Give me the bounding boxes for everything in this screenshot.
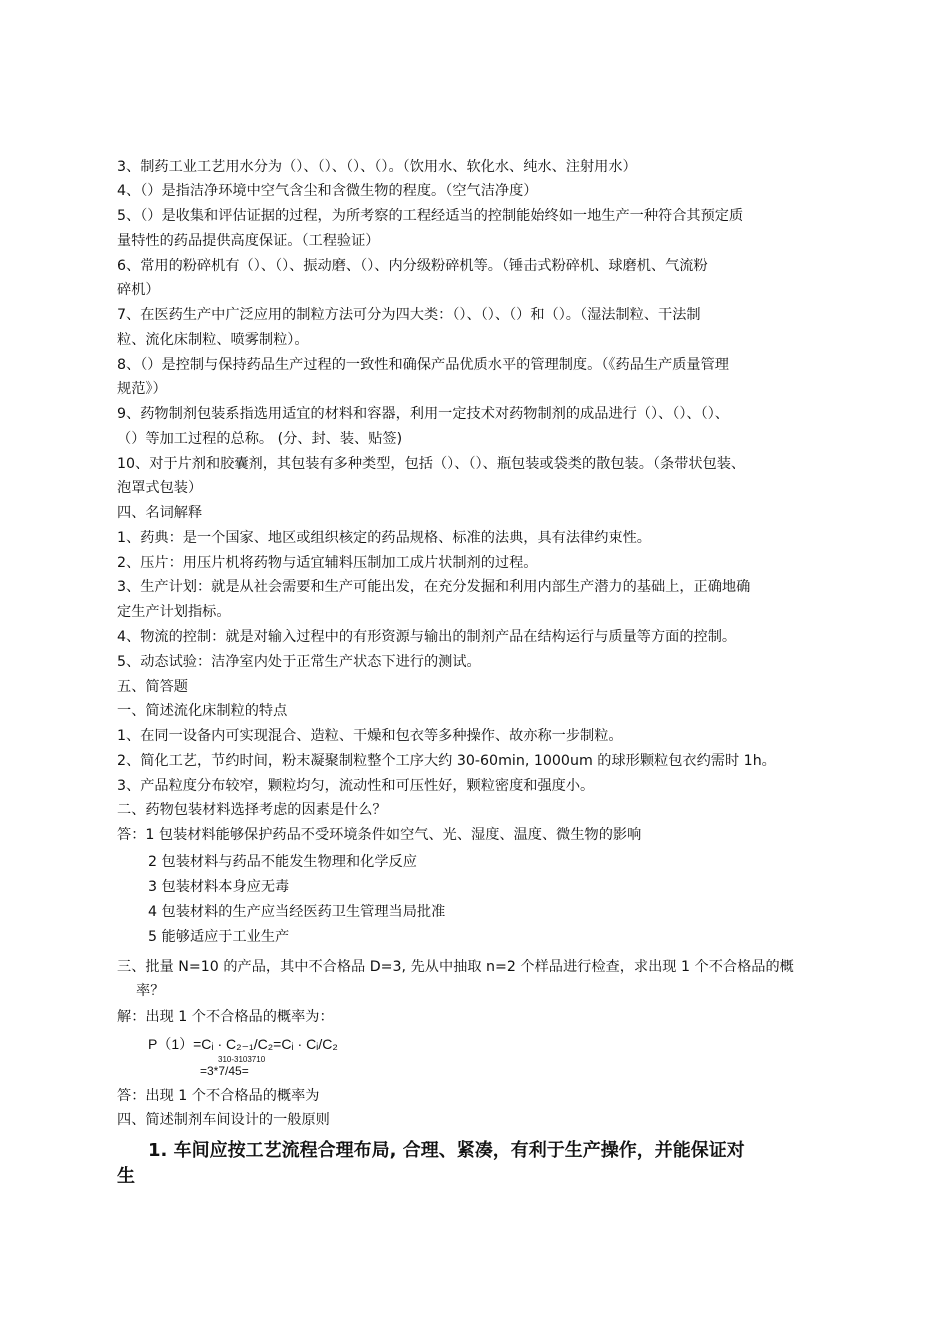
- text-line: 3、产品粒度分布较窄，颗粒均匀，流动性和可压性好，颗粒密度和强度小。: [117, 778, 595, 794]
- text-line: 5、动态试验：洁净室内处于正常生产状态下进行的测试。: [117, 654, 481, 670]
- packaging-factor-item: 3 包装材料本身应无毒: [148, 879, 290, 895]
- text-line: 7、在医药生产中广泛应用的制粒方法可分为四大类：（）、（）、（）和（）。（湿法制粒、干法制: [117, 307, 701, 323]
- text-line: 8、（）是控制与保持药品生产过程的一致性和确保产品优质水平的管理制度。（《药品生产质量管理: [117, 357, 729, 373]
- text-line: 9、药物制剂包装系指选用适宜的材料和容器，利用一定技术对药物制剂的成品进行（）、（）、（）、: [117, 406, 729, 422]
- text-line: 一、简述流化床制粒的特点: [117, 703, 288, 719]
- text-line: 3、生产计划：就是从社会需要和生产可能出发，在充分发掘和利用内部生产潜力的基础上，正确地确: [117, 579, 751, 595]
- formula-subscripts: 310-3103710: [218, 1055, 266, 1064]
- text-line: 量特性的药品提供高度保证。（工程验证）: [117, 233, 380, 249]
- workshop-principle-1: 1. 车间应按工艺流程合理布局, 合理、紧凑，有利于生产操作，并能保证对: [148, 1140, 745, 1161]
- text-line: 定生产计划指标。: [117, 604, 231, 620]
- packaging-factor-item: 4 包装材料的生产应当经医药卫生管理当局批准: [148, 904, 446, 920]
- text-line: 1、在同一设备内可实现混合、造粒、干燥和包衣等多种操作、故亦称一步制粒。: [117, 728, 623, 744]
- text-line: 10、对于片剂和胶囊剂，其包装有多种类型，包括（）、（）、瓶包装或袋类的散包装。（条带状包装、: [117, 456, 746, 472]
- packaging-factor-item: 2 包装材料与药品不能发生物理和化学反应: [148, 854, 417, 870]
- text-line: 粒、流化床制粒、喷雾制粒）。: [117, 332, 309, 348]
- workshop-principle-1-cont: 生: [117, 1166, 135, 1187]
- text-line: 规范》）: [117, 381, 167, 397]
- text-line: 答：1 包装材料能够保护药品不受环境条件如空气、光、湿度、温度、微生物的影响: [117, 827, 642, 843]
- text-line: 2、简化工艺，节约时间，粉末凝聚制粒整个工序大约 30-60min, 1000um 的球形颗粒包衣约需时 1h。: [117, 753, 776, 769]
- text-line: 四、名词解释: [117, 505, 203, 521]
- text-line: （）等加工过程的总称。 (分、封、装、贴签): [117, 431, 403, 447]
- probability-formula: P（1）=Cᵢ · C₂₋₁/C₂=Cᵢ · Cᵢ/C₂: [148, 1036, 338, 1052]
- packaging-factor-item: 5 能够适应于工业生产: [148, 929, 290, 945]
- text-line: 6、常用的粉碎机有（）、（）、振动磨、（）、内分级粉碎机等。（锤击式粉碎机、球磨机、气流粉: [117, 258, 708, 274]
- problem-line-1: 三、批量 N=10 的产品，其中不合格品 D=3, 先从中抽取 n=2 个样品进行检查，求出现 1 个不合格品的概: [117, 959, 794, 975]
- solution-label: 解：出现 1 个不合格品的概率为：: [117, 1009, 334, 1025]
- text-line: 碎机）: [117, 282, 160, 298]
- text-line: 4、（）是指洁净环境中空气含尘和含微生物的程度。（空气洁净度）: [117, 183, 538, 199]
- text-line: 泡罩式包装）: [117, 480, 203, 496]
- text-line: 二、药物包装材料选择考虑的因素是什么？: [117, 802, 387, 818]
- text-line: 五、简答题: [117, 679, 188, 695]
- section-4-heading: 四、简述制剂车间设计的一般原则: [117, 1112, 330, 1128]
- problem-line-2: 率？: [136, 983, 165, 999]
- text-line: 3、制药工业工艺用水分为（）、（）、（）、（）。（饮用水、软化水、纯水、注射用水）: [117, 159, 637, 175]
- text-line: 4、物流的控制：就是对输入过程中的有形资源与输出的制剂产品在结构运行与质量等方面的控制。: [117, 629, 737, 645]
- text-line: 1、药典：是一个国家、地区或组织核定的药品规格、标准的法典，具有法律约束性。: [117, 530, 651, 546]
- text-line: 5、（）是收集和评估证据的过程，为所考察的工程经适当的控制能始终如一地生产一种符合其预定质: [117, 208, 744, 224]
- text-line: 2、压片：用压片机将药物与适宜辅料压制加工成片状制剂的过程。: [117, 555, 538, 571]
- formula-result: =3*7/45=: [200, 1064, 249, 1078]
- answer-line: 答：出现 1 个不合格品的概率为: [117, 1088, 320, 1104]
